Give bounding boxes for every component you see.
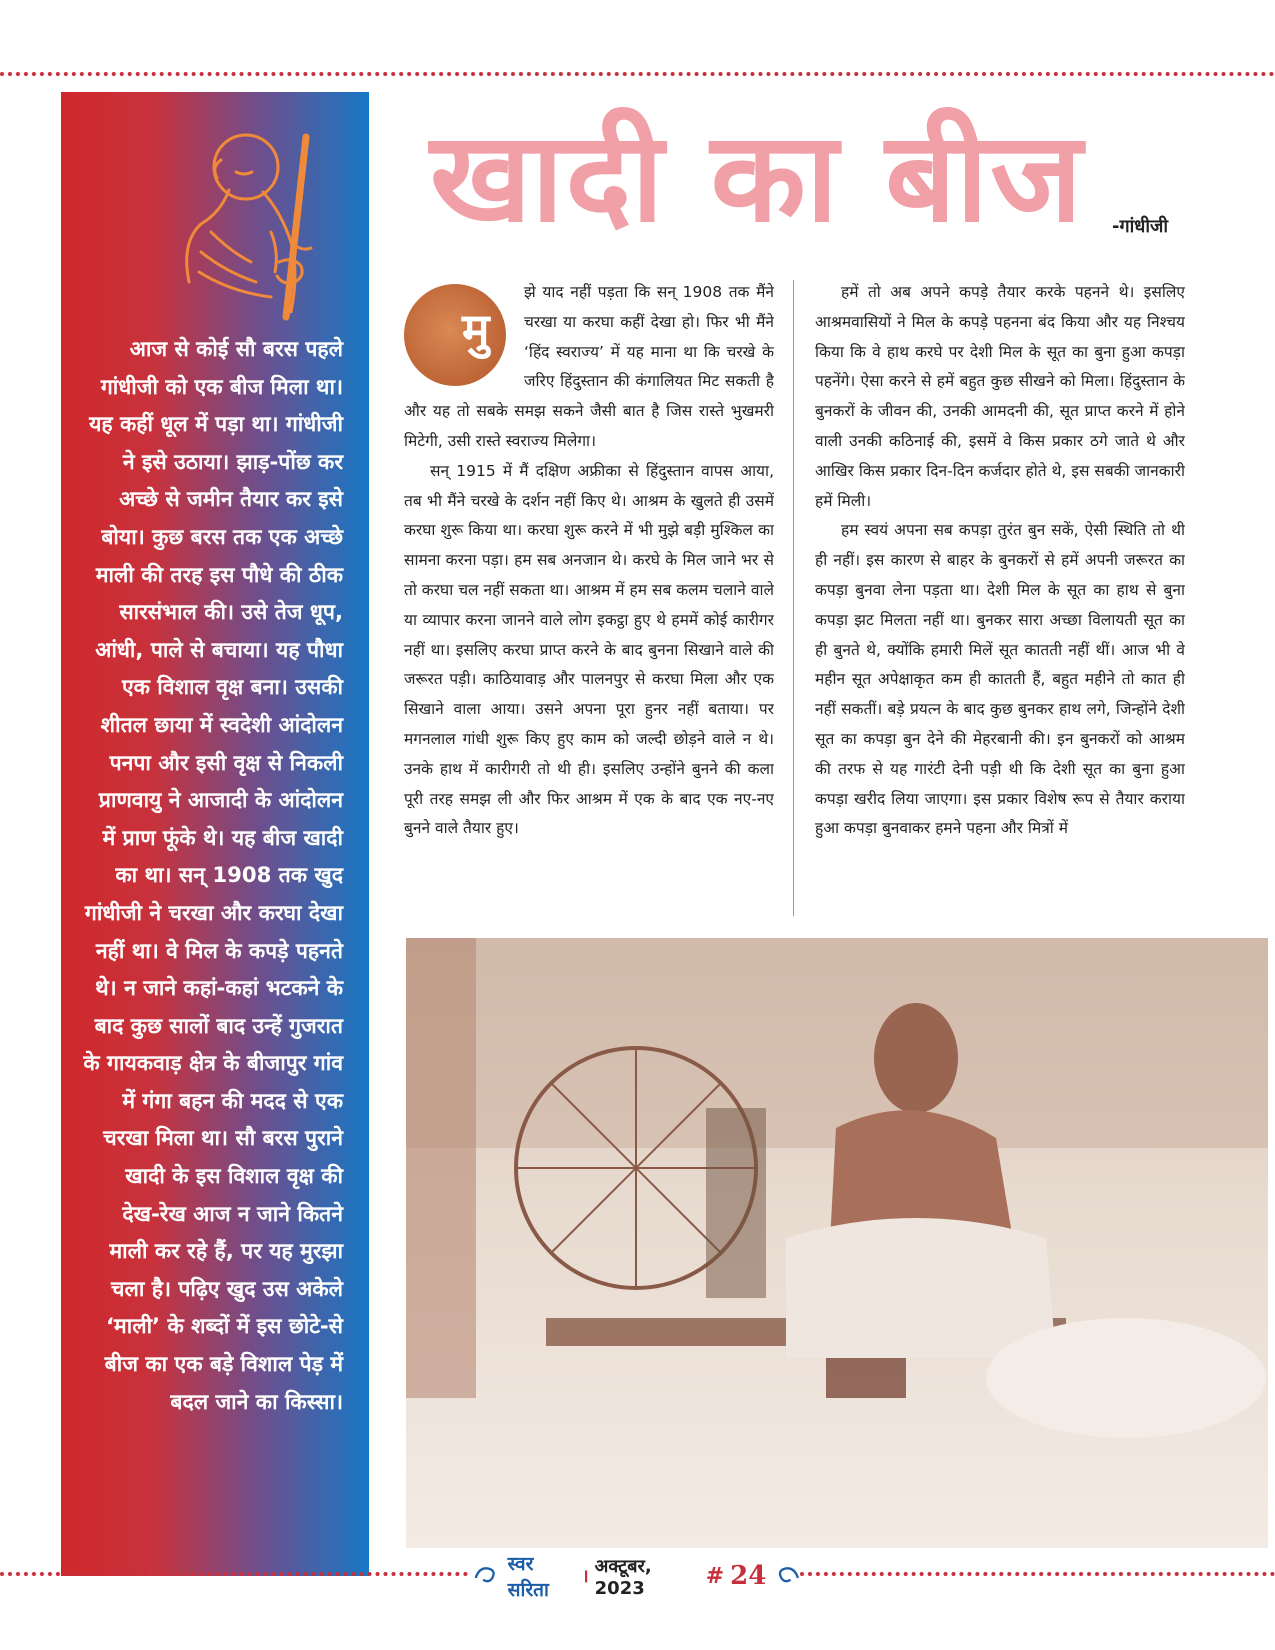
sidebar-intro-text: आज से कोई सौ बरस पहले गांधीजी को एक बीज मिला था। यह कहीं धूल में पड़ा था। गांधीजी ने इसे उठाया। झाड़-पोंछ कर अच्छे से जमीन तैयार कर इसे बोया। कुछ बरस तक एक अच्छे माली की तरह इस पौधे की ठीक सारसंभाल की। उसे तेज धूप, आंधी, पाले से बचाया। यह पौधा एक विशाल वृक्ष बना। उसकी शीतल छाया में स्वदेशी आंदोलन पनपा और इसी वृक्ष से निकली प्राणवायु ने आजादी के आंदोलन में प्राण फूंके थे। यह बीज खादी का था। सन् 1908 तक खुद गांधीजी ने चरखा और करघा देखा नहीं था। वे मिल के कपड़े पहनते थे। न जाने कहां-कहां भटकने के बाद कुछ सालों बाद उन्हें गुजरात के गायकवाड़ क्षेत्र के बीजापुर गांव में गंगा बहन की मदद से एक चरखा मिला था। सौ बरस पुराने खादी के इस विशाल वृक्ष की देख-रेख आज न जाने कितने माली कर रहे हैं, पर यह मुरझा चला है। पढ़िए खुद उस अकेले ‘माली’ के शब्दों में इस छोटे-से बीज का एक बड़े विशाल पेड़ में बदल जाने का किस्सा। [83,336,343,1414]
paragraph: हम स्वयं अपना सब कपड़ा तुरंत बुन सकें, ऐसी स्थिति तो थी ही नहीं। इस कारण से बाहर के बुनकरों से हमें अपनी जरूरत का कपड़ा बुनवा लेना पड़ता था। देशी मिल के सूत का हाथ से बुना कपड़ा झट मिलता नहीं था। बुनकर सारा अच्छा विलायती सूत का ही बुनते थे, क्योंकि हमारी मिलें सूत कातती नहीं थीं। आज भी वे महीन सूत अपेक्षाकृत कम ही कातती हैं, बहुत महीने तो कात ही नहीं सकतीं। बड़े प्रयत्न के बाद कुछ बुनकर हाथ लगे, जिन्होंने देशी सूत का कपड़ा बुन देने की मेहरबानी की। इन बुनकरों को आश्रम की तरफ से यह गारंटी देनी पड़ी थी कि देशी सूत का बुना हुआ कपड़ा खरीद लिया जाएगा। इस प्रकार विशेष रूप से तैयार कराया हुआ कपड़ा बुनवाकर हमने पहना और मित्रों में [815,521,1185,838]
dropcap-letter: मु [462,303,490,357]
issue-date: अक्टूबर, 2023 [594,1555,652,1599]
bottom-dotted-rule-right [800,1572,1275,1576]
intro-sidebar [61,92,369,1576]
paragraph: सन् 1915 में मैं दक्षिण अफ्रीका से हिंदुस्तान वापस आया, तब भी मैंने चरखे के दर्शन नहीं किए थे। आश्रम के खुलते ही उसमें करघा शुरू किया था। करघा शुरू करने में भी मुझे बड़ी मुश्किल का सामना करना पड़ा। हम सब अनजान थे। करघे के मिल जाने भर से तो करघा चल नहीं सकता था। आश्रम में हम सब कलम चलाने वाले या व्यापार करना जानने वाले लोग इकट्ठा हुए थे हममें कोई कारीगर नहीं था। इसलिए करघा प्राप्त करने के बाद बुनना सिखाने वाले की जरूरत पड़ी। काठियावाड़ और पालनपुर से करघा मिला और एक सिखाने वाला आया। उसने अपना पूरा हुनर नहीं बताया। पर मगनलाल गांधी शुरू किए हुए काम को जल्दी छोड़ने वाले न थे। उनके हाथ में कारीगरी तो थी ही। इसलिए उन्होंने बुनने की कला पूरी तरह समझ ली और फिर आश्रम में एक के बाद एक नए-नए बुनने वाले तैयार हुए। [404,461,774,838]
article-column-right [815,278,1185,932]
dropcap-portrait-icon [404,284,506,386]
gandhi-spinning-photo [406,938,1268,1548]
article-title: खादी का बीज [430,106,1085,250]
dropcap [404,284,514,392]
bottom-dotted-rule-left [0,1572,468,1576]
swirl-ornament-icon [772,1560,802,1592]
swirl-ornament-icon [472,1560,502,1592]
top-dotted-rule [0,72,1275,76]
photo-illustration [406,938,1268,1548]
author-byline: -गांधीजी [1112,216,1169,237]
gandhi-sketch-illustration [141,112,341,322]
paragraph: झे याद नहीं पड़ता कि सन् 1908 तक मैंने चरखा या करघा कहीं देखा हो। फिर भी मैंने ‘हिंद स्वराज्य’ में यह माना था कि चरखे के जरिए हिंदुस्तान की कंगालियत मिट सकती है और यह तो सबके समझ सकने जैसी बात है जिस रास्ते भुखमरी मिटेगी, उसी रास्ते स्वराज्य मिलेगा। [404,283,774,450]
magazine-name: स्वर सरिता [507,1553,549,1601]
paragraph: हमें तो अब अपने कपड़े तैयार करके पहनने थे। इसलिए आश्रमवासियों ने मिल के कपड़े पहनना बंद किया और यह निश्चय किया कि वे हाथ करघे पर देशी मिल के सूत का बुना हुआ कपड़ा पहनेंगे। ऐसा करने से हमें बहुत कुछ सीखने को मिला। हिंदुस्तान के बुनकरों के जीवन की, उनकी आमदनी की, सूत प्राप्त करने में होने वाली उनकी कठिनाई की, इसमें वे किस प्रकार ठगे जाते थे और आखिर किस प्रकार दिन-दिन कर्जदार होते थे, इस सबकी जानकारी हमें मिली। [815,283,1185,510]
page-hash: # [705,1563,725,1589]
article-column-left [404,278,774,930]
footer-separator: । [581,1566,589,1587]
column-divider [793,280,794,916]
page-number: 24 [730,1561,767,1591]
page-footer [472,1553,802,1601]
